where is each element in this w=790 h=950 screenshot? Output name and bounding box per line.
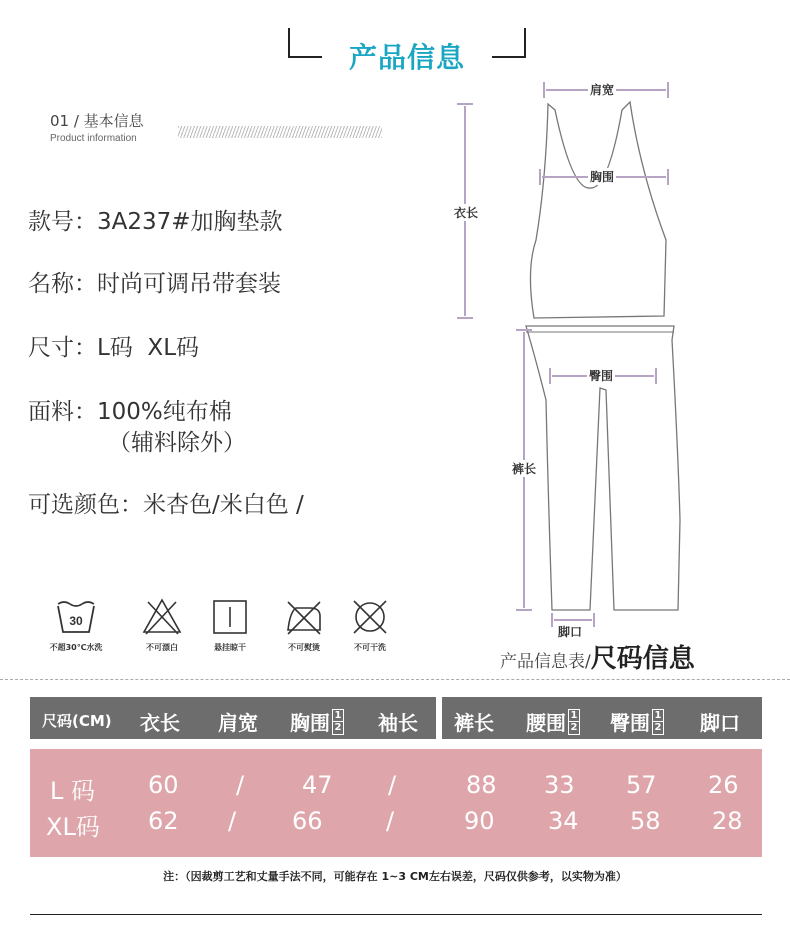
field-fabric [28, 393, 232, 426]
half-mark-icon [332, 709, 344, 735]
care-caption: 悬挂晾干 [214, 643, 246, 652]
cell: 58 [630, 807, 661, 835]
field-size [28, 329, 199, 362]
field-value: 米杏色/米白色 / [143, 492, 304, 518]
footnote: 注：（因裁剪工艺和丈量手法不同，可能存在 1~3 CM左右误差，尺码仅供参考，以实物为准） [163, 870, 627, 883]
size-info-heading [500, 638, 695, 675]
field-value: 100%纯布棉 [97, 399, 232, 425]
bottom-rule [30, 914, 762, 915]
row-size: L 码 [50, 777, 95, 805]
field-label: 名称： [28, 271, 97, 297]
no-bleach-icon [140, 598, 184, 636]
field-value: 时尚可调吊带套装 [97, 271, 281, 297]
field-label: 可选颜色： [28, 492, 143, 518]
size-table-body [30, 749, 762, 857]
page-title-box [288, 28, 526, 72]
cell: 26 [708, 771, 739, 799]
care-hang-dry [190, 598, 270, 653]
cell: / [236, 771, 245, 799]
wash-temp-text: 30 [69, 614, 83, 628]
field-value: L码 XL码 [97, 335, 200, 361]
no-dry-clean-icon [348, 598, 392, 636]
cell: 34 [548, 807, 579, 835]
label-shoulder: 肩宽 [590, 83, 615, 97]
camisole-outline [530, 102, 666, 318]
header-chest-text: 胸围 [290, 711, 330, 735]
label-pants-length: 裤长 [512, 462, 537, 476]
cell: 66 [292, 807, 323, 835]
dotted-divider [0, 679, 790, 680]
size-heading-small: 产品信息表/ [500, 652, 591, 672]
hatch-divider [178, 126, 382, 138]
care-caption: 不可干洗 [354, 643, 386, 652]
cell: 90 [464, 807, 495, 835]
basic-info-heading [50, 110, 144, 144]
field-label: 款号： [28, 209, 97, 235]
care-wash-30 [36, 598, 116, 653]
half-mark-bottom: 2 [570, 721, 578, 733]
basic-info-heading-zh: 01 / 基本信息 [50, 112, 144, 130]
table-header-left [30, 697, 436, 739]
hang-dry-icon [208, 598, 252, 636]
half-mark-bottom: 2 [334, 721, 342, 733]
care-caption: 不超30℃水洗 [49, 643, 103, 652]
field-value: 3A237#加胸垫款 [97, 209, 283, 235]
care-no-dry-clean [330, 598, 410, 653]
garment-sketch [440, 70, 730, 640]
row-size: XL码 [46, 813, 100, 841]
half-mark-icon [652, 709, 664, 735]
cell: / [386, 807, 395, 835]
field-fabric-extra: （辅料除外） [108, 430, 246, 456]
header-waist-text: 腰围 [526, 711, 566, 735]
half-mark-top: 1 [654, 709, 662, 721]
label-hip: 臀围 [589, 369, 614, 383]
care-caption: 不可漂白 [146, 643, 178, 652]
header-top-length: 衣长 [140, 711, 180, 735]
header-hip-text: 臀围 [610, 711, 650, 735]
basic-info-heading-en: Product information [50, 133, 137, 144]
cell: / [388, 771, 397, 799]
field-label: 尺寸： [28, 335, 97, 361]
field-name [28, 265, 281, 298]
size-heading-big: 尺码信息 [590, 644, 695, 674]
garment-diagram [440, 70, 730, 640]
half-mark-top: 1 [570, 709, 578, 721]
cell: 60 [148, 771, 179, 799]
label-leg-opening: 脚口 [558, 625, 583, 639]
cell: / [228, 807, 237, 835]
field-label: 面料： [28, 399, 97, 425]
header-shoulder: 肩宽 [218, 711, 258, 735]
wash-30-icon [54, 598, 98, 636]
care-caption: 不可熨烫 [288, 643, 320, 652]
header-size: 尺码(CM) [42, 712, 112, 730]
cell: 57 [626, 771, 657, 799]
cell: 33 [544, 771, 575, 799]
label-chest: 胸围 [590, 170, 615, 184]
header-sleeve: 袖长 [378, 711, 418, 735]
field-style-number [28, 203, 283, 236]
cell: 62 [148, 807, 179, 835]
header-pants-length: 裤长 [454, 711, 494, 735]
cell: 28 [712, 807, 743, 835]
half-mark-icon [568, 709, 580, 735]
cell: 47 [302, 771, 333, 799]
header-hip [610, 707, 664, 738]
cell: 88 [466, 771, 497, 799]
no-iron-icon [282, 598, 326, 636]
table-header-right [442, 697, 762, 739]
half-mark-top: 1 [334, 709, 342, 721]
header-leg-opening: 脚口 [700, 711, 740, 735]
header-chest [290, 707, 344, 738]
field-colors [28, 486, 304, 519]
header-waist [526, 707, 580, 738]
half-mark-bottom: 2 [654, 721, 662, 733]
page-title: 产品信息 [348, 41, 465, 74]
label-top-length: 衣长 [454, 206, 479, 220]
